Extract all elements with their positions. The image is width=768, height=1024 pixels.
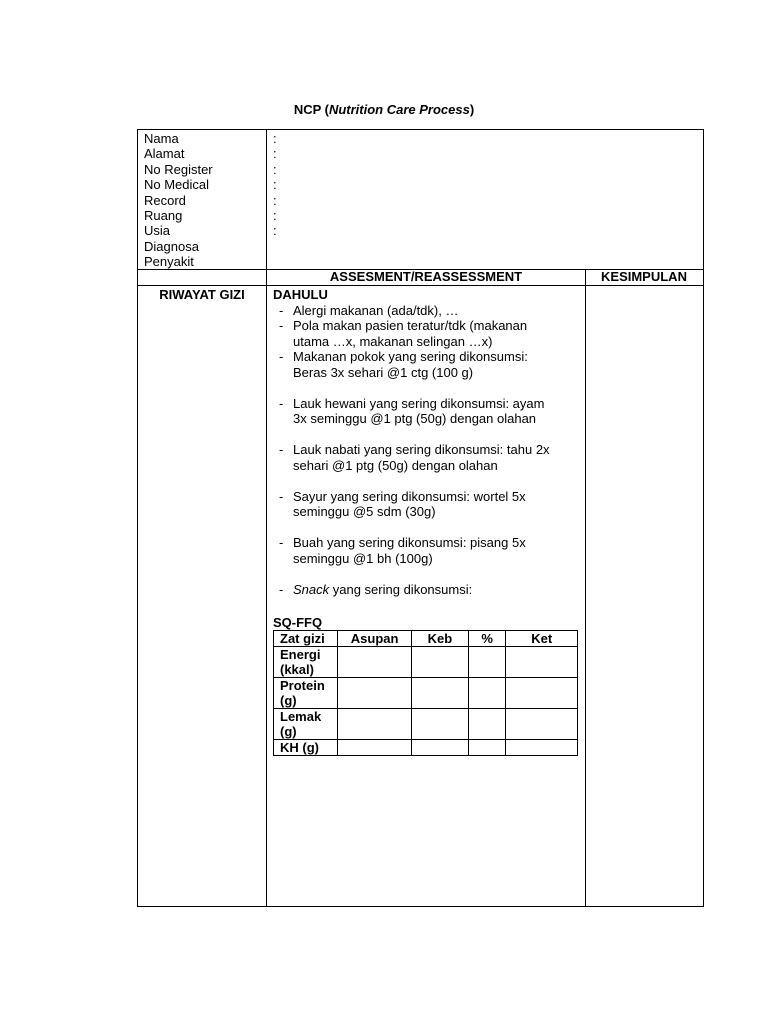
sqffq-empty-cell xyxy=(506,678,578,709)
snack-text: yang sering dikonsumsi: xyxy=(329,581,473,597)
nutrient-label-line: Lemak xyxy=(280,709,322,724)
sqffq-column-header: Zat gizi xyxy=(274,631,338,647)
list-item-line: Alergi makanan (ada/tdk), … xyxy=(293,302,459,318)
snack-item xyxy=(279,582,578,598)
sqffq-nutrient-cell xyxy=(274,678,338,709)
assessment-content xyxy=(273,287,578,756)
list-item-line: seminggu @5 sdm (30g) xyxy=(293,504,436,519)
title-suffix: ) xyxy=(469,102,475,117)
identity-label: Record xyxy=(144,192,186,208)
identity-colon: : xyxy=(273,223,277,239)
sqffq-empty-cell xyxy=(468,678,506,709)
sqffq-empty-cell xyxy=(338,740,412,756)
identity-label: Usia xyxy=(144,223,171,239)
nutrient-label-line: (g) xyxy=(280,693,297,708)
list-item xyxy=(279,489,578,520)
dahulu-heading: DAHULU xyxy=(273,287,328,302)
sqffq-nutrient-cell xyxy=(274,740,338,756)
snack-italic: Snack xyxy=(293,581,330,597)
list-item-line: sehari @1 ptg (50g) dengan olahan xyxy=(293,457,498,473)
title-italic: Nutrition Care Process xyxy=(328,102,470,117)
list-dash: - xyxy=(279,488,284,504)
identity-section xyxy=(138,130,703,270)
header-row xyxy=(138,269,703,286)
sqffq-column-header: Asupan xyxy=(338,631,412,647)
sqffq-column-header: % xyxy=(468,631,506,647)
list-item-line: 3x seminggu @1 ptg (50g) dengan olahan xyxy=(293,411,537,426)
table-row xyxy=(274,678,578,709)
list-item xyxy=(279,303,578,319)
sqffq-nutrient-cell xyxy=(274,709,338,740)
list-dash: - xyxy=(279,442,284,457)
table-row xyxy=(274,709,578,740)
sqffq-table xyxy=(273,630,578,756)
sqffq-empty-cell xyxy=(506,709,578,740)
list-dash: - xyxy=(279,318,284,333)
list-item-line: Pola makan pasien teratur/tdk (makanan xyxy=(293,318,528,333)
sqffq-empty-cell xyxy=(338,647,412,678)
identity-colon: : xyxy=(273,131,277,146)
sqffq-empty-cell xyxy=(338,709,412,740)
identity-colon: : xyxy=(273,146,277,162)
identity-label: No Medical xyxy=(144,177,210,193)
list-item xyxy=(279,349,578,380)
list-dash: - xyxy=(279,581,284,597)
identity-labels xyxy=(144,131,213,270)
identity-colon: : xyxy=(273,192,277,208)
assessment-header: ASSESMENT/REASSESSMENT xyxy=(329,269,523,284)
nutrient-label-line: Protein xyxy=(280,678,325,693)
list-item-line: Beras 3x sehari @1 ctg (100 g) xyxy=(293,364,474,380)
column-divider-left xyxy=(266,269,267,906)
identity-label: Nama xyxy=(144,131,179,146)
sqffq-empty-cell xyxy=(411,709,468,740)
list-item-line: Makanan pokok yang sering dikonsumsi: xyxy=(293,349,528,364)
list-item xyxy=(279,535,578,566)
identity-colons xyxy=(273,131,277,239)
sqffq-empty-cell xyxy=(411,678,468,709)
list-item xyxy=(279,396,578,427)
sqffq-empty-cell xyxy=(411,647,468,678)
list-item-line: seminggu @1 bh (100g) xyxy=(293,550,433,566)
list-item-line: Buah yang sering dikonsumsi: pisang 5x xyxy=(293,535,526,550)
sqffq-empty-cell xyxy=(468,647,506,678)
list-dash: - xyxy=(279,302,284,318)
list-item xyxy=(279,442,578,473)
sqffq-empty-cell xyxy=(468,709,506,740)
identity-label: Ruang xyxy=(144,208,183,224)
title-prefix: NCP ( xyxy=(293,102,329,117)
identity-divider xyxy=(266,130,267,269)
conclusion-header: KESIMPULAN xyxy=(601,269,687,284)
riwayat-gizi-label: RIWAYAT GIZI xyxy=(159,287,245,302)
nutrient-label-line: (kkal) xyxy=(280,662,314,677)
sqffq-nutrient-cell xyxy=(274,647,338,678)
sqffq-column-header: Keb xyxy=(411,631,468,647)
sqffq-empty-cell xyxy=(468,740,506,756)
sqffq-empty-cell xyxy=(338,678,412,709)
list-item-line: Sayur yang sering dikonsumsi: wortel 5x xyxy=(293,488,526,504)
table-row xyxy=(274,647,578,678)
ncp-form xyxy=(137,129,704,907)
identity-colon: : xyxy=(273,177,277,193)
list-item xyxy=(279,318,578,349)
identity-colon: : xyxy=(273,161,277,177)
list-dash: - xyxy=(279,535,284,550)
identity-colon: : xyxy=(273,208,277,224)
nutrient-label-line: (g) xyxy=(280,724,297,739)
sqffq-column-header: Ket xyxy=(506,631,578,647)
nutrient-label-line: Energi xyxy=(280,647,321,662)
identity-label: Alamat xyxy=(144,146,185,162)
list-item-line: Lauk hewani yang sering dikonsumsi: ayam xyxy=(293,395,545,411)
diet-history-list xyxy=(273,303,578,582)
page-title xyxy=(0,102,768,117)
column-divider-right xyxy=(585,269,586,906)
sqffq-empty-cell xyxy=(411,740,468,756)
list-item-line: Lauk nabati yang sering dikonsumsi: tahu 2x xyxy=(293,442,550,457)
table-row xyxy=(274,740,578,756)
sqffq-title: SQ-FFQ xyxy=(273,614,323,630)
nutrient-label-line: KH (g) xyxy=(280,740,319,755)
sqffq-empty-cell xyxy=(506,647,578,678)
identity-label: Penyakit xyxy=(144,254,194,270)
list-dash: - xyxy=(279,349,284,364)
sqffq-empty-cell xyxy=(506,740,578,756)
list-dash: - xyxy=(279,395,284,411)
identity-label: Diagnosa xyxy=(144,238,199,254)
list-item-line: utama …x, makanan selingan …x) xyxy=(293,333,493,349)
identity-label: No Register xyxy=(144,161,213,177)
